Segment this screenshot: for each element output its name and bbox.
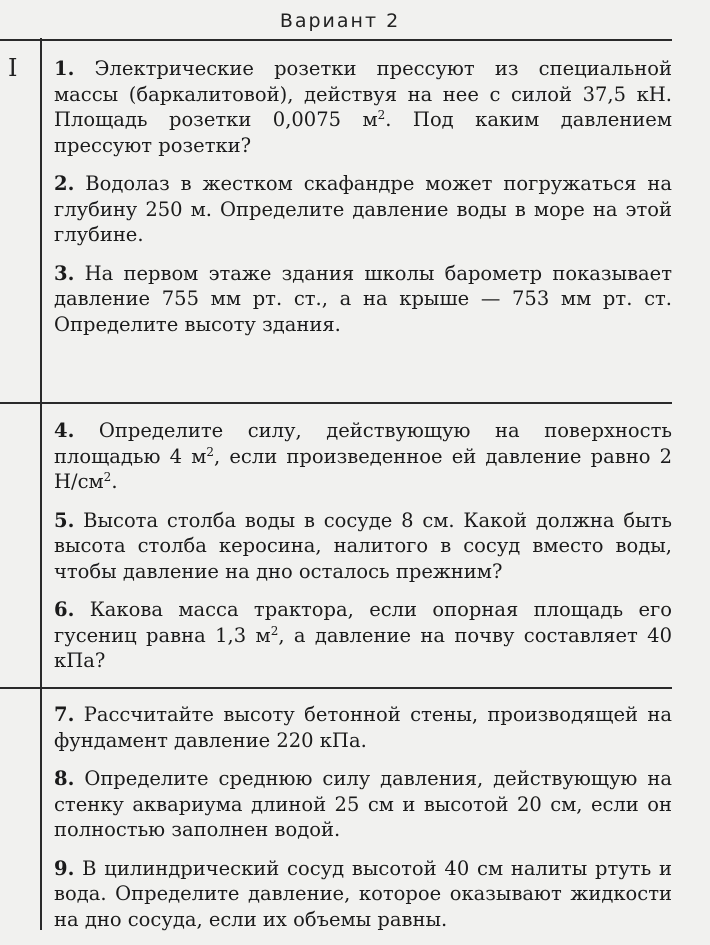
page-title: Вариант 2 <box>279 10 401 32</box>
task-2: 2. Водолаз в жестком скафандре может погружаться на глубину 250 м. Определите давление воды в море на этой глубине. <box>54 172 673 246</box>
task-block-2 <box>54 418 672 687</box>
task-9: 9. В цилиндрический сосуд высотой 40 см налиты ртуть и вода. Определите давление, которое оказывают жидкости на дно сосуда, если их объемы равны. <box>54 856 672 931</box>
task-1: 1. Электрические розетки прессуют из специальной массы (баркалитовой), действуя на нее с силой 37,5 кН. Площадь розетки 0,0075 $м^2$. Под каким давлением прессуют розетки? <box>54 57 673 157</box>
task-5: 5. Высота столба воды в сосуде 8 см. Какой должна быть высота столба керосина, налитого в сосуд вместо воды, чтобы давление на дно осталось прежним? <box>54 508 673 583</box>
column-divider <box>40 38 42 930</box>
header-divider <box>0 39 672 41</box>
task-7: 7. Рассчитайте высоту бетонной стены, производящей на фундамент давление 220 кПа. <box>54 703 672 752</box>
task-6: 6. Какова масса трактора, если опорная площадь его гусениц равна 1,3 $м^2$, а давление на почву составляет 40 кПа? <box>54 598 672 672</box>
section-divider-2 <box>0 687 672 689</box>
column-mark: I <box>8 54 18 82</box>
task-3: 3. На первом этаже здания школы барометр показывает давление 755 мм рт. ст., а на крыше — 753 мм рт. ст. Определите высоту здания. <box>54 261 672 336</box>
section-divider-1 <box>0 402 672 404</box>
task-block-1 <box>54 56 672 350</box>
task-8: 8. Определите среднюю силу давления, действующую на стенку аквариума длиной 25 см и высотой 20 см, если он полностью заполнен водой. <box>54 767 672 841</box>
task-block-3 <box>54 702 672 945</box>
task-4: 4. Определите силу, действующую на поверхность площадью 4 $м^2$, если произведенное ей давление равно 2 $Н/см^2$. <box>54 419 673 493</box>
